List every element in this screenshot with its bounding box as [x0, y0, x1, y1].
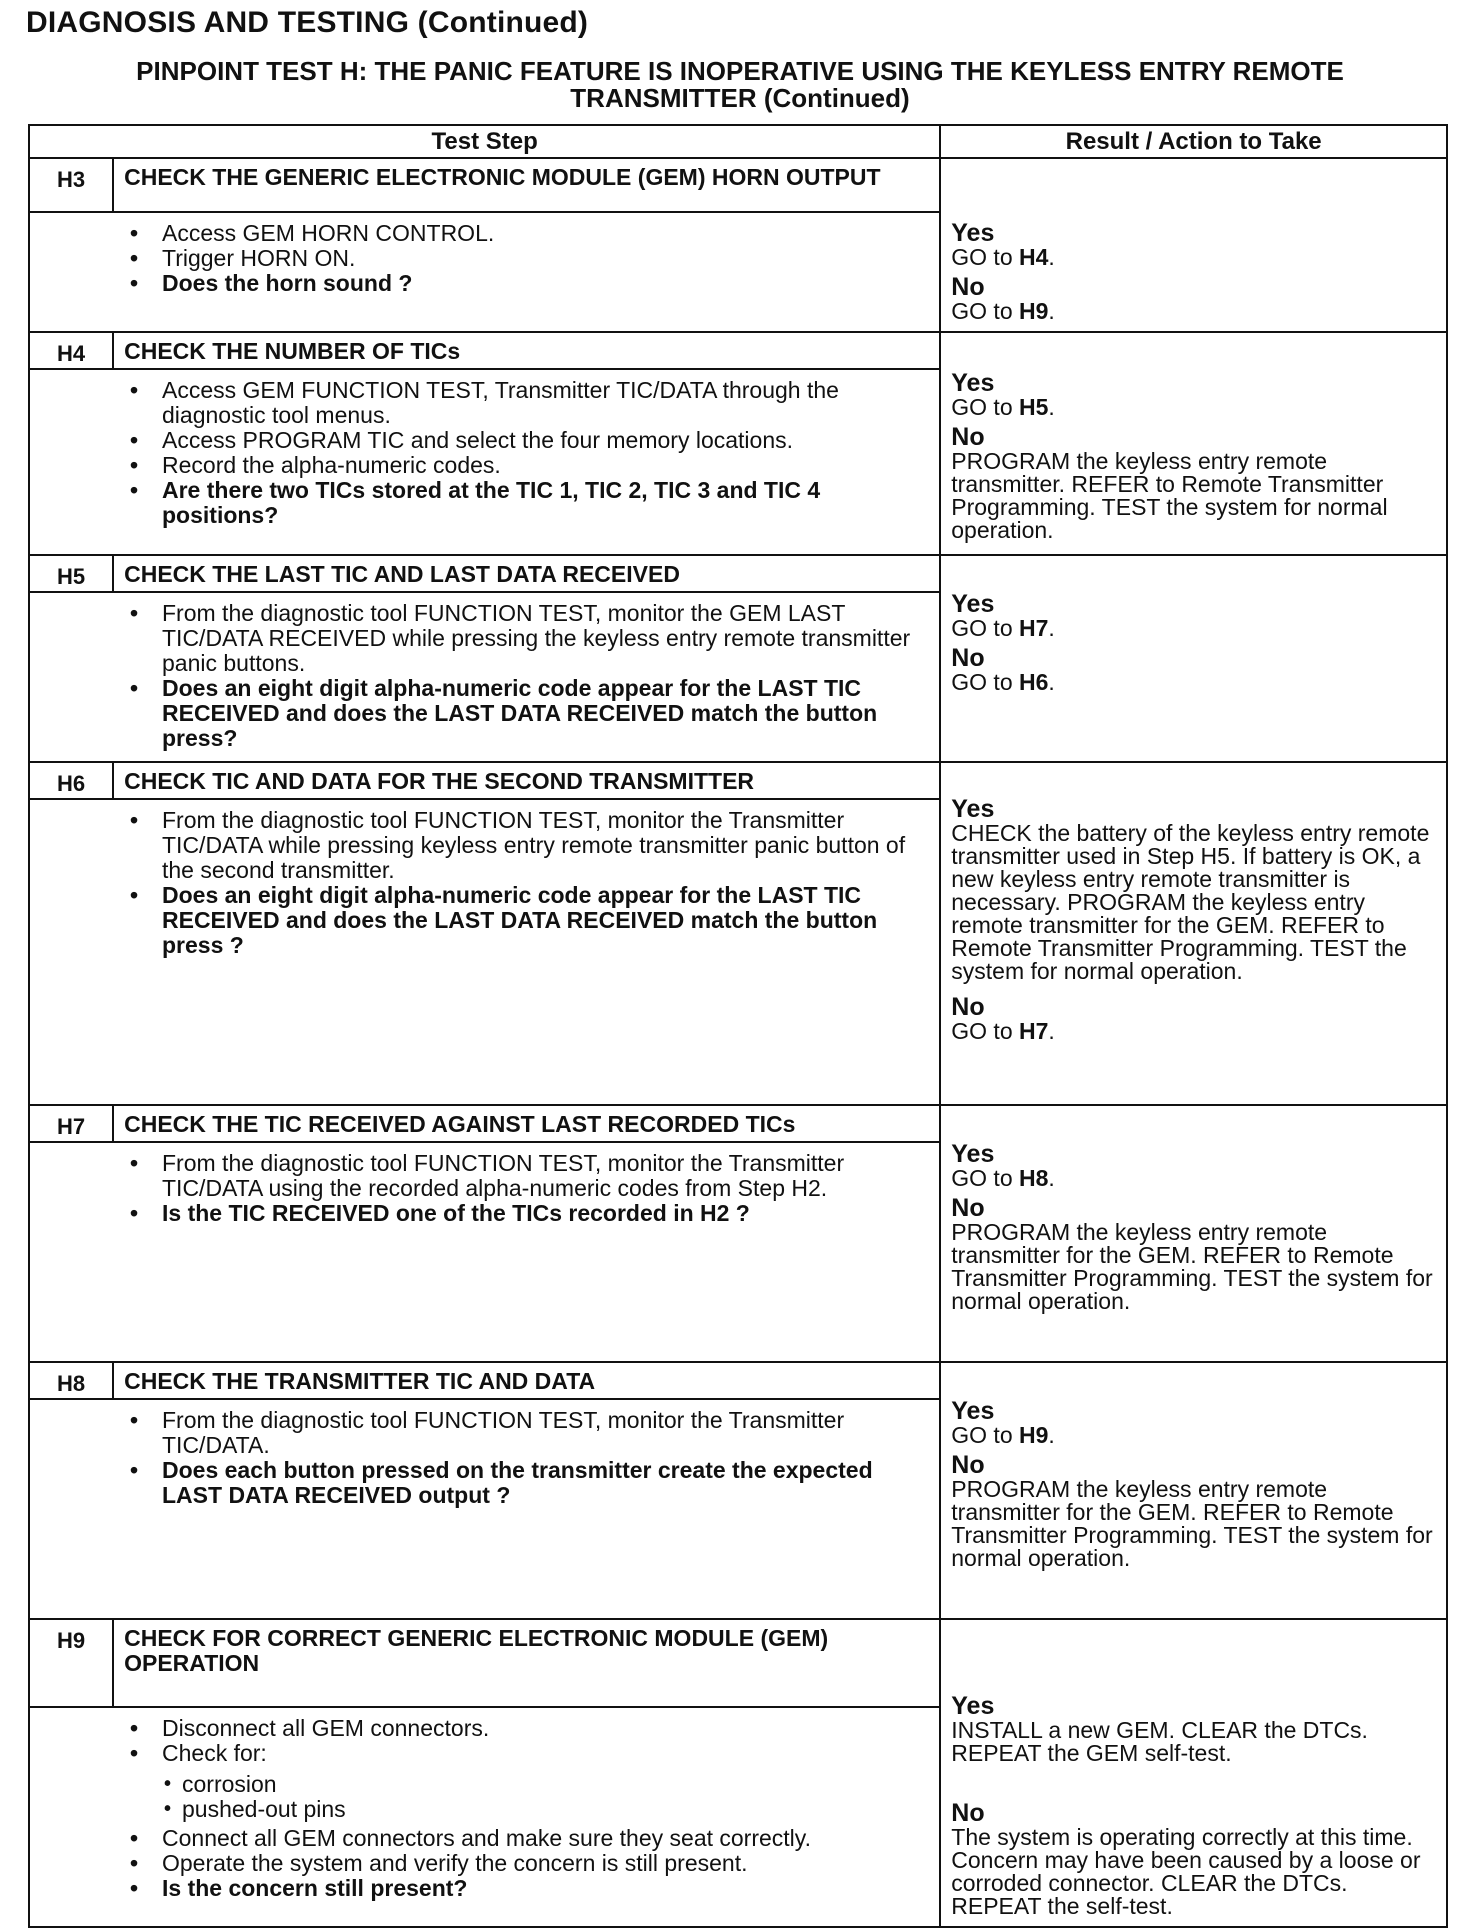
result-yes-text: GO to H9.: [951, 1422, 1055, 1448]
step-bullet: • Access GEM HORN CONTROL.: [162, 221, 929, 246]
step-bullet: • From the diagnostic tool FUNCTION TEST, monitor the Transmitter TIC/DATA while pressing keyless entry remote transmitter panic button of the second transmitter.: [162, 808, 929, 883]
result-no-label: No: [951, 993, 985, 1021]
test-title-line2: TRANSMITTER (Continued): [570, 83, 910, 113]
step-body: [29, 212, 940, 332]
result-yes-text: INSTALL a new GEM. CLEAR the DTCs. REPEAT the GEM self-test.: [951, 1717, 1368, 1766]
result-yes-label: Yes: [951, 1397, 995, 1425]
pinpoint-test-table: [28, 124, 1448, 1928]
step-title: CHECK THE NUMBER OF TICs: [113, 332, 940, 369]
step-bullet: • Access GEM FUNCTION TEST, Transmitter TIC/DATA through the diagnostic tool menus.: [162, 378, 929, 428]
step-result: [940, 158, 1447, 332]
step-question: • Are there two TICs stored at the TIC 1, TIC 2, TIC 3 and TIC 4 positions?: [162, 478, 929, 528]
step-id: H5: [29, 555, 113, 592]
result-no-label: No: [951, 1194, 985, 1222]
check-for-list: [162, 1772, 929, 1822]
step-bullet: • Trigger HORN ON.: [162, 246, 929, 271]
step-question: • Does an eight digit alpha-numeric code appear for the LAST TIC RECEIVED and does the LAST DATA RECEIVED match the button press ?: [162, 883, 929, 958]
result-yes-label: Yes: [951, 1692, 995, 1720]
result-no-label: No: [951, 273, 985, 301]
result-no-text: PROGRAM the keyless entry remote transmitter. REFER to Remote Transmitter Programming. TEST the system for normal operation.: [951, 448, 1388, 543]
result-yes-text: GO to H5.: [951, 394, 1055, 420]
step-title: CHECK TIC AND DATA FOR THE SECOND TRANSMITTER: [113, 762, 940, 799]
step-body: [29, 799, 940, 1105]
test-title-line1: PINPOINT TEST H: THE PANIC FEATURE IS INOPERATIVE USING THE KEYLESS ENTRY REMOTE: [136, 56, 1344, 86]
step-result: [940, 762, 1447, 1105]
check-item: • pushed-out pins: [182, 1797, 929, 1822]
result-yes-label: Yes: [951, 795, 995, 823]
step-bullet: • From the diagnostic tool FUNCTION TEST, monitor the GEM LAST TIC/DATA RECEIVED while pressing the keyless entry remote transmitter panic buttons.: [162, 601, 929, 676]
result-no-text: PROGRAM the keyless entry remote transmitter for the GEM. REFER to Remote Transmitter Programming. TEST the system for normal operation.: [951, 1476, 1433, 1571]
step-question: • Does the horn sound ?: [162, 271, 929, 296]
step-body: [29, 369, 940, 555]
step-id: H3: [29, 158, 113, 212]
step-body: [29, 1399, 940, 1619]
step-result: [940, 1105, 1447, 1362]
result-yes-label: Yes: [951, 590, 995, 618]
step-bullets: [124, 1408, 929, 1508]
step-result: [940, 1619, 1447, 1927]
step-title: CHECK THE LAST TIC AND LAST DATA RECEIVED: [113, 555, 940, 592]
step-question: • Does an eight digit alpha-numeric code appear for the LAST TIC RECEIVED and does the LAST DATA RECEIVED match the button press?: [162, 676, 929, 751]
step-id: H4: [29, 332, 113, 369]
result-yes-label: Yes: [951, 369, 995, 397]
step-question: • Is the concern still present?: [162, 1876, 929, 1901]
table-header-row: [29, 125, 1447, 158]
step-title: CHECK THE TRANSMITTER TIC AND DATA: [113, 1362, 940, 1399]
pinpoint-test-title: [40, 58, 1440, 112]
result-yes-label: Yes: [951, 1140, 995, 1168]
step-bullets: [124, 601, 929, 751]
result-yes-text: CHECK the battery of the keyless entry remote transmitter used in Step H5. If battery is OK, a new keyless entry remote transmitter is necessary. PROGRAM the keyless entry remote transmitter for the GEM. REFER to Remote Transmitter Programming. TEST the system for normal operation.: [951, 820, 1430, 984]
result-no-text: GO to H9.: [951, 298, 1055, 324]
step-bullet: • Access PROGRAM TIC and select the four memory locations.: [162, 428, 929, 453]
step-bullet: • Record the alpha-numeric codes.: [162, 453, 929, 478]
step-result: [940, 555, 1447, 762]
result-no-text: The system is operating correctly at this time. Concern may have been caused by a loose or corroded connector. CLEAR the DTCs. REPEAT the self-test.: [951, 1824, 1421, 1919]
step-bullet: • Operate the system and verify the concern is still present.: [162, 1851, 929, 1876]
step-result: [940, 332, 1447, 555]
step-title-row: [29, 555, 1447, 592]
step-id: H8: [29, 1362, 113, 1399]
result-yes-text: GO to H7.: [951, 615, 1055, 641]
step-question: • Is the TIC RECEIVED one of the TICs recorded in H2 ?: [162, 1201, 929, 1226]
result-no-label: No: [951, 644, 985, 672]
step-bullet: • Connect all GEM connectors and make sure they seat correctly.: [162, 1826, 929, 1851]
column-header-result: Result / Action to Take: [940, 125, 1447, 158]
step-title-row: [29, 1362, 1447, 1399]
step-title: CHECK THE GENERIC ELECTRONIC MODULE (GEM) HORN OUTPUT: [113, 158, 940, 212]
step-id: H6: [29, 762, 113, 799]
step-bullets: [124, 1716, 929, 1901]
step-title-row: [29, 332, 1447, 369]
step-bullet: • Check for: • corrosion • pushed-out pins: [162, 1741, 929, 1822]
step-body: [29, 1142, 940, 1362]
result-yes-label: Yes: [951, 219, 995, 247]
result-yes-text: GO to H4.: [951, 244, 1055, 270]
column-header-test-step: Test Step: [29, 125, 940, 158]
result-no-label: No: [951, 423, 985, 451]
check-item: • corrosion: [182, 1772, 929, 1797]
step-title: CHECK THE TIC RECEIVED AGAINST LAST RECORDED TICs: [113, 1105, 940, 1142]
step-title-row: [29, 1105, 1447, 1142]
step-title-row: [29, 1619, 1447, 1707]
page-header: DIAGNOSIS AND TESTING (Continued): [26, 6, 589, 39]
step-body: [29, 592, 940, 762]
step-bullets: [124, 1151, 929, 1226]
result-no-text: PROGRAM the keyless entry remote transmitter for the GEM. REFER to Remote Transmitter Programming. TEST the system for normal operation.: [951, 1219, 1433, 1314]
step-bullet: • Disconnect all GEM connectors.: [162, 1716, 929, 1741]
step-question: • Does each button pressed on the transmitter create the expected LAST DATA RECEIVED output ?: [162, 1458, 929, 1508]
step-bullet: • From the diagnostic tool FUNCTION TEST, monitor the Transmitter TIC/DATA.: [162, 1408, 929, 1458]
step-body: [29, 1707, 940, 1927]
step-bullets: [124, 808, 929, 958]
step-bullets: [124, 221, 929, 296]
step-title-row: [29, 762, 1447, 799]
result-no-label: No: [951, 1799, 985, 1827]
step-result: [940, 1362, 1447, 1619]
step-id: H9: [29, 1619, 113, 1707]
result-no-text: GO to H7.: [951, 1018, 1055, 1044]
step-id: H7: [29, 1105, 113, 1142]
step-title: CHECK FOR CORRECT GENERIC ELECTRONIC MODULE (GEM) OPERATION: [113, 1619, 940, 1707]
result-no-text: GO to H6.: [951, 669, 1055, 695]
step-bullets: [124, 378, 929, 528]
step-title-row: [29, 158, 1447, 212]
step-bullet: • From the diagnostic tool FUNCTION TEST, monitor the Transmitter TIC/DATA using the recorded alpha-numeric codes from Step H2.: [162, 1151, 929, 1201]
result-no-label: No: [951, 1451, 985, 1479]
result-yes-text: GO to H8.: [951, 1165, 1055, 1191]
